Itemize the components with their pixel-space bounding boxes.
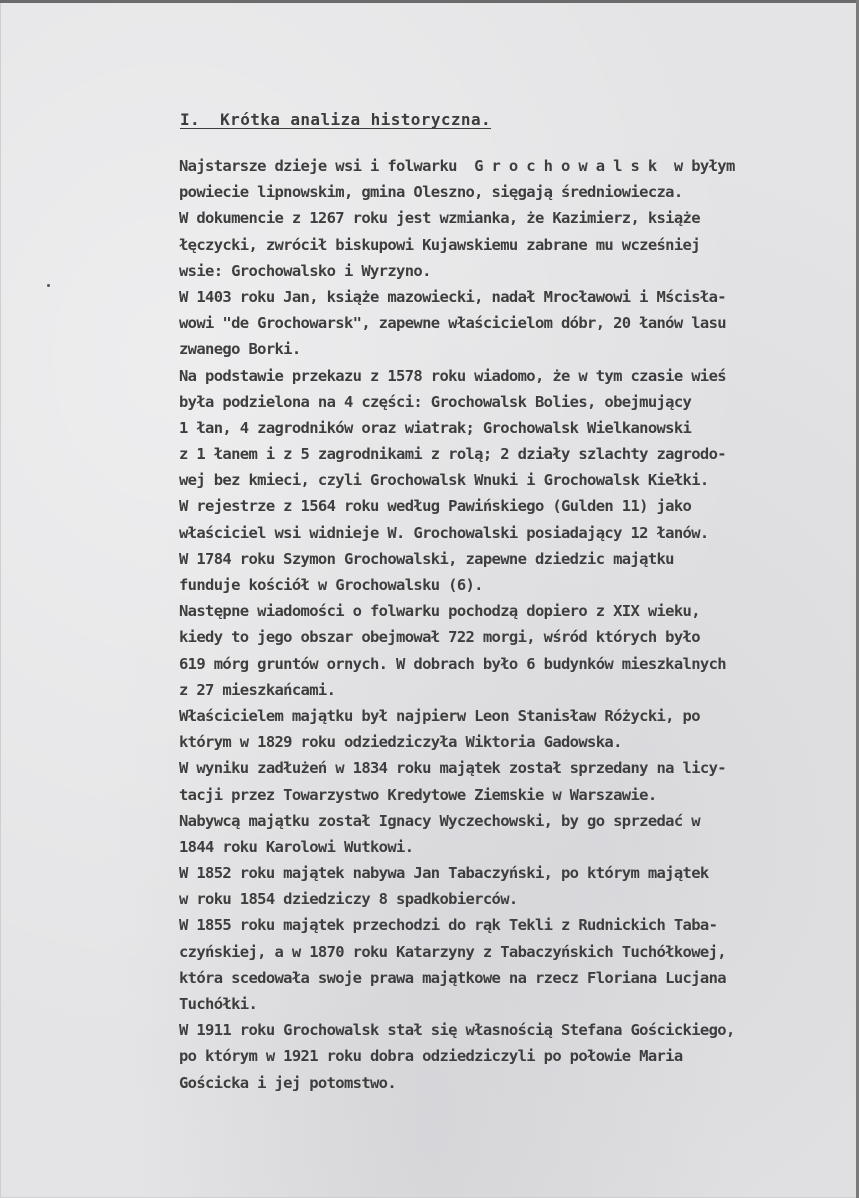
text-line: 1844 roku Karolowi Wutkowi.: [179, 837, 414, 856]
text-line: Na podstawie przekazu z 1578 roku wiadomo, że w tym czasie wieś: [179, 366, 726, 385]
text-line: W 1911 roku Grochowalsk stał się własnością Stefana Gościckiego,: [179, 1021, 735, 1040]
text-line: Nabywcą majątku został Ignacy Wyczechowski, by go sprzedać w: [179, 811, 700, 830]
page-top-edge: [0, 0, 859, 3]
text-line: Gościcka i jej potomstwo.: [179, 1073, 397, 1092]
text-line: W dokumencie z 1267 roku jest wzmianka, że Kazimierz, książe: [179, 209, 700, 228]
text-line: po którym w 1921 roku dobra odziedziczyli po połowie Maria: [179, 1047, 683, 1066]
text-line: tacji przez Towarzystwo Kredytowe Ziemskie w Warszawie.: [179, 785, 657, 804]
text-line: Właścicielem majątku był najpierw Leon Stanisław Różycki, po: [179, 706, 700, 725]
text-line: powiecie lipnowskim, gmina Oleszno, sięgają średniowiecza.: [179, 183, 683, 202]
text-line: czyńskiej, a w 1870 roku Katarzyny z Tabaczyńskich Tuchółkowej,: [179, 942, 726, 961]
text-line: W rejestrze z 1564 roku według Pawińskiego (Gulden 11) jako: [179, 497, 692, 516]
text-line: którym w 1829 roku odziedziczyła Wiktoria Gadowska.: [179, 733, 622, 752]
text-line: wsie: Grochowalsko i Wyrzyno.: [179, 261, 431, 280]
text-line: Najstarsze dzieje wsi i folwarku G r o c h o w a l s k w byłym: [179, 157, 735, 175]
text-line: łęczycki, zwrócił biskupowi Kujawskiemu zabrane mu wcześniej: [179, 235, 700, 254]
text-line: W 1852 roku majątek nabywa Jan Tabaczyński, po którym majątek: [179, 864, 709, 883]
text-line: Tuchółki.: [179, 995, 258, 1013]
text-line: która scedowała swoje prawa majątkowe na rzecz Floriana Lucjana: [179, 968, 726, 987]
text-line: W wyniku zadłużeń w 1834 roku majątek został sprzedany na licy-: [179, 759, 726, 778]
section-title: I. Krótka analiza historyczna.: [180, 110, 492, 129]
text-line: W 1784 roku Szymon Grochowalski, zapewne dziedzic majątku: [179, 549, 674, 568]
text-line: 619 mórg gruntów ornych. W dobrach było 6 budynków mieszkalnych: [179, 654, 726, 673]
document-body: [179, 153, 849, 1096]
text-line: z 1 łanem i z 5 zagrodnikami z rolą; 2 działy szlachty zagrodo-: [179, 445, 726, 464]
text-line: wej bez kmieci, czyli Grochowalsk Wnuki i Grochowalsk Kiełki.: [179, 471, 709, 490]
punch-mark: [47, 284, 50, 287]
text-line: W 1403 roku Jan, książe mazowiecki, nadał Mrocławowi i Mścisła-: [179, 287, 726, 306]
text-line: wowi "de Grochowarsk", zapewne właścicielom dóbr, 20 łanów lasu: [179, 314, 726, 333]
text-line: 1 łan, 4 zagrodników oraz wiatrak; Grochowalsk Wielkanowski: [179, 418, 692, 437]
text-line: właściciel wsi widnieje W. Grochowalski posiadający 12 łanów.: [179, 523, 709, 542]
text-line: z 27 mieszkańcami.: [179, 680, 336, 699]
text-line: kiedy to jego obszar obejmował 722 morgi, wśród których było: [179, 628, 700, 647]
text-line: Następne wiadomości o folwarku pochodzą dopiero z XIX wieku,: [179, 602, 700, 621]
text-line: w roku 1854 dziedziczy 8 spadkobierców.: [179, 890, 518, 909]
text-line: funduje kościół w Grochowalsku (6).: [179, 576, 483, 594]
text-line: W 1855 roku majątek przechodzi do rąk Tekli z Rudnickich Taba-: [179, 916, 718, 935]
text-line: była podzielona na 4 części: Grochowalsk Bolies, obejmujący: [179, 392, 692, 411]
text-line: zwanego Borki.: [179, 340, 301, 359]
